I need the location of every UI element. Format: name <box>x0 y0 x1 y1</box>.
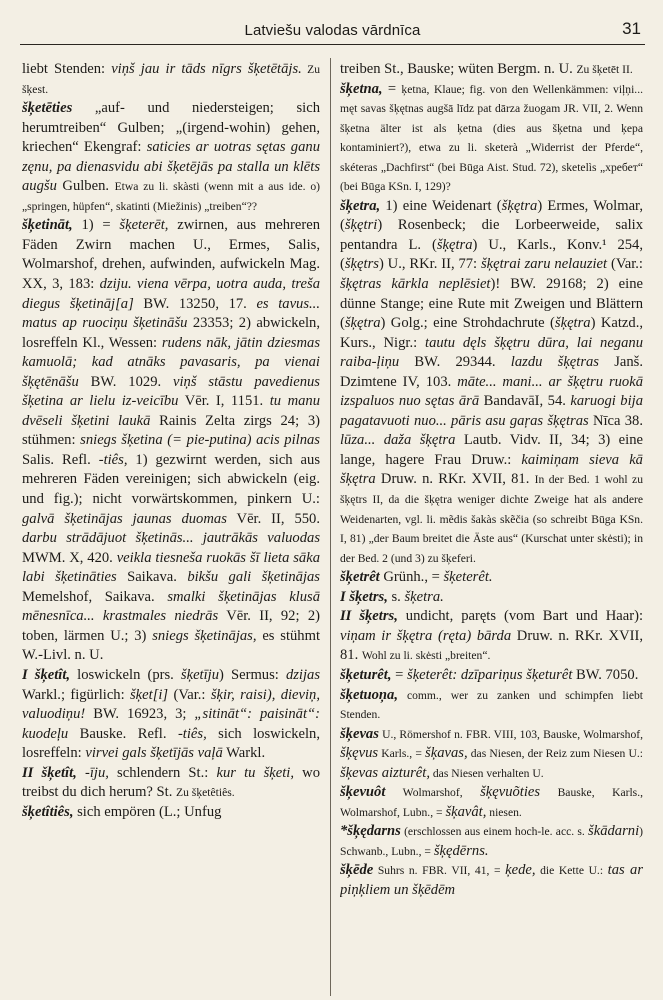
entry-text: Memelshof, Saikava. <box>22 588 168 605</box>
entry-text: BW. 16923, 3; <box>85 706 195 723</box>
entry-text: zwirnen, aus mehreren Fäden Zwirn machen U., Ermes, Salis, Wolmarshof, drehen, aufwinden, aufwickeln Mag. XX, 3, 183: <box>22 217 320 293</box>
entry-text: Vēr. II, 92; 2) toben, lärmen U.; 3) <box>22 608 320 644</box>
entry-example: šķevas aizturêt, <box>340 764 430 781</box>
entry-example: tas ar piņķliem un šķēdēm <box>340 862 643 898</box>
entry-text: BW. 13250, 17. <box>133 295 257 312</box>
entry-headword: II šķetît, <box>22 764 77 781</box>
entry-text: U., Römershof n. FBR. VIII, 103, Bauske, Wolmarshof, <box>378 727 643 741</box>
entry-text: s. <box>387 588 405 605</box>
entry-example: šķetīju <box>180 666 220 683</box>
entry-example: tu manu dvēseli šķetini laukā <box>22 393 320 429</box>
entry-example: tautu dęls šķętru dūra, lai neganu raiba-ļiņu <box>340 334 643 371</box>
entry-example: šķeterēt, <box>119 217 169 234</box>
entry-headword: šķetināt, <box>22 217 73 234</box>
dictionary-entry <box>22 60 320 99</box>
entry-headword: I šķetît, <box>22 666 71 683</box>
entry-example: šķetra. <box>404 588 444 605</box>
entry-text: sich loswickeln, losreffeln: <box>22 725 320 762</box>
entry-text: Zu šķetēt II. <box>576 63 633 76</box>
dictionary-entry <box>340 783 643 822</box>
entry-example: šķętrs <box>344 256 379 273</box>
entry-example: galvā šķetinājas jaunas duomas <box>22 510 227 527</box>
entry-example: viņam ir šķętra (ręta) bārda <box>340 627 512 644</box>
entry-text: Vēr. I, 1151. <box>178 393 270 410</box>
entry-example: šķir, raisi), dieviņ, valuodiņu! <box>22 686 320 723</box>
entry-text: comm., wer zu zanken und schimpfen liebt Stenden. <box>340 688 643 722</box>
entry-text: Karls., = <box>378 747 426 761</box>
entry-text: 23353; 2) abwickeln, losreffeln Kl., Wessen: <box>22 315 320 351</box>
entry-text: Nīca 38. <box>588 412 643 429</box>
entry-text: es stühmt W.-Livl. n. U. <box>22 627 320 664</box>
entry-example: smalki šķetinājas klusā mēnesnīca... krastmales niedrās <box>22 588 320 625</box>
entry-text: Warkl. <box>222 745 266 762</box>
entry-headword: *šķędarns <box>340 823 401 840</box>
entry-example: šķętra <box>554 315 591 332</box>
entry-example: bikšu gali šķetinājas <box>187 569 320 586</box>
entry-text: Suhrs n. FBR. VII, 41, = <box>373 864 506 878</box>
entry-headword: šķetēties <box>22 100 73 117</box>
entry-example: šķętra <box>344 315 381 332</box>
entry-example: dzijas <box>285 666 320 683</box>
entry-text: Zu šķetêtiês. <box>176 786 235 800</box>
entry-text: )! BW. 29168; 2) eine dünne Stange; eine Rute mit Zweigen und Blättern ( <box>340 276 643 332</box>
dictionary-entry <box>340 666 643 686</box>
dictionary-entry <box>340 686 643 725</box>
entry-example: šķęvus <box>340 745 379 762</box>
entry-text: 1) = <box>72 217 120 234</box>
entry-example: šķęvuõties <box>480 784 541 801</box>
entry-example: saticies ar uotras sętas ganu zęnu, pa dienasvidu abi šķetējās pa stallа un klēts augšu <box>22 139 320 195</box>
entry-example: šķavas, <box>425 745 468 762</box>
entry-text: Janš. Dzimtene IV, 103. <box>340 354 643 390</box>
entry-example: sniegs šķetinājas, <box>152 627 257 644</box>
entry-text: das Niesen, der Reiz zum Niesen U.: <box>467 747 643 761</box>
entry-example: šķętra <box>436 236 473 253</box>
entry-text: treiben St., Bauske; wüten Bergm. n. U. <box>340 61 577 77</box>
entry-example: māte... mani... ar šķętru ruokā izspaluos nuo sętas ārā <box>340 373 643 410</box>
entry-text: Wolmarshof, <box>385 786 481 800</box>
entry-text: Zu <box>301 63 320 76</box>
entry-text: das Niesen verhalten U. <box>429 766 544 780</box>
entry-example: lazdu šķętras <box>510 354 599 371</box>
entry-text: wo treibst du dich herum? St. <box>22 764 320 801</box>
entry-text: Druw. n. RKr. XVII, 81. <box>340 627 643 664</box>
entry-example: šķętras kārkla neplēsiet <box>340 276 491 293</box>
entry-text: loswickeln (prs. <box>70 666 181 683</box>
entry-text: die Kette U.: <box>535 864 608 878</box>
entry-text: šķest. <box>22 82 49 96</box>
entry-example: šķeterêt: dzīpariņus šķeturêt <box>407 666 573 683</box>
entry-example: viņš jau ir tāds nīgrs šķetētājs. <box>111 61 302 77</box>
entry-text: ) Ermes, Wolmar, ( <box>340 197 643 234</box>
entry-text: „auf- und niedersteigen; sich herumtreiben“ Gulben; „(irgend-wohin) gehen, kriechen“ Ekengraf: <box>22 100 320 156</box>
entry-text: ) U., Karls., Konv.¹ 254, ( <box>340 236 643 273</box>
entry-example: -tiês, <box>98 451 128 468</box>
entry-text: = <box>391 666 408 683</box>
entry-text: undicht, paręts (vom Bart und Haar): <box>397 608 643 625</box>
dictionary-entry <box>22 666 320 764</box>
entry-text: ) Golg.; eine Strohdachrute ( <box>380 315 555 332</box>
entry-text: (erschlossen aus einem hoch-le. acc. s. <box>400 825 589 839</box>
entry-headword: šķetîtiês, <box>22 803 74 820</box>
entry-example: -īju, <box>84 764 109 781</box>
column-divider <box>330 58 331 996</box>
dictionary-entry <box>340 588 643 608</box>
entry-text: Rainis Zelta zirgs 24; 3) stühmen: <box>22 412 320 449</box>
entry-text: ) Sermus: <box>219 666 286 683</box>
entry-headword: šķeturêt, <box>340 666 392 683</box>
entry-text: 1) gezwirnt werden, sich aus mehreren Fäden vereinigen; sich abwickeln (eig. und fig.); nicht vorwärtskommen, pinkern U.: <box>22 451 320 508</box>
entry-example: sniegs šķetina (= pie-putina) acis pilnas <box>80 432 320 449</box>
entry-headword: šķetra, <box>340 197 381 214</box>
entry-text: 1) eine Weidenart ( <box>380 197 502 214</box>
dictionary-entry <box>340 197 643 568</box>
entry-text: Warkl.; figürlich: <box>22 686 130 703</box>
entry-headword: šķetuoņa, <box>340 686 398 703</box>
entry-text: Wohl zu li. skėsti „breiten“. <box>361 649 491 663</box>
entry-text: Lautb. Vidv. II, 34; 3) eine lange, hagere Frau Druw.: <box>340 432 643 468</box>
entry-text: BW. 7050. <box>572 666 639 683</box>
entry-text: schlendern St.: <box>108 764 217 781</box>
dictionary-entry <box>22 764 320 803</box>
entry-text: sich empören (L.; Unfug <box>73 803 222 820</box>
entry-example: viņš stāstu pavedienus šķetina ar lielu iz-veicību <box>22 373 320 410</box>
entry-text: ) U., RKr. II, 77: <box>378 256 481 273</box>
entry-text: = <box>382 80 402 97</box>
entry-example: šķet[i] <box>130 686 169 703</box>
dictionary-entry <box>340 822 643 861</box>
entry-example: darbu strādājuot šķetinās... jautrākās valuodas <box>22 530 320 547</box>
dictionary-entry <box>22 803 320 823</box>
entry-text: ķetna, Klaue; fig. von den Wellenkämmen: viļņi... męt savas šķętnas augšā līdz pat dārza žuogam JR. VII, 2. Wenn šķetna älter ist als ķetna (dies aus šķetna und ķepa kontaminiert?), etwa zu li. sketerà „Widerrist der Pferde“, skéteras „Dachfirst“ (bei Būga Aist. Stud. 72), sketelìs „хребет“ (bei Būga KSn. I, 129)? <box>340 82 643 194</box>
entry-example: kur tu šķeti, <box>216 764 294 781</box>
entry-text: Gulben. <box>56 178 115 195</box>
entry-example: karuogi bija pagatavuoti nuo... pāris asu gaŗas šķętras <box>340 393 643 429</box>
entry-text <box>77 765 85 781</box>
entry-text: BW. 1029. <box>78 373 174 390</box>
entry-text: Etwa zu li. skàsti (wenn mit a aus ide. o) „springen, hüpfen“, skatinti (Miežinis) „treiben“?? <box>22 180 320 213</box>
entry-example: kaimiņam sieva kā šķętra <box>340 451 643 488</box>
left-column <box>22 60 320 995</box>
dictionary-entry <box>340 568 643 588</box>
entry-example: šķavât, <box>445 803 487 820</box>
entry-text: Vēr. II, 550. <box>226 510 320 527</box>
page-number: 31 <box>622 19 641 38</box>
entry-headword: šķetna, <box>340 80 383 97</box>
entry-example: šķędērns. <box>433 842 489 859</box>
entry-headword: II šķetrs, <box>340 608 398 625</box>
entry-text: Druw. n. RKr. XVII, 81. <box>375 471 535 488</box>
entry-text: MWM. X, 420. <box>22 549 117 566</box>
dictionary-entry <box>340 80 643 197</box>
entry-example: šķętrai zaru nelauziet <box>480 256 608 273</box>
entry-example: ķede, <box>505 862 536 879</box>
running-head <box>20 18 645 45</box>
entry-example: es tavus... matus ap ruociņu šķetināšu <box>22 295 320 332</box>
entry-text: Saikava. <box>116 569 188 586</box>
entry-headword: šķevuôt <box>340 784 386 801</box>
dictionary-entry <box>22 99 320 216</box>
entry-example: škādarni <box>588 823 640 840</box>
entry-example: lūza... daža šķętra <box>340 432 456 449</box>
entry-text: Bauske, Karls., Wolmarshof, Lubn., = <box>340 786 643 819</box>
entry-text: Salis. Refl. <box>22 451 99 468</box>
dictionary-entry <box>340 607 643 666</box>
entry-example: veikla tiesneša ruokās šī lieta sāka labi šķetināties <box>22 549 320 586</box>
dictionary-entry <box>340 60 643 80</box>
entry-text: (Var.: <box>607 256 643 273</box>
entry-headword: šķēde <box>340 862 374 879</box>
entry-text: In der Bed. 1 wohl zu šķętrs II, da die šķętra weniger dichte Zweige hat als andere Weidenarten, vgl. li. mẽdis šakàs skẽčia (so schreibt Būga KSn. I, 81) „der Baum breitet die Äste aus“ (Kurschat unter skėsti); in der Bed. 2 (und 3) zu šķeferi. <box>340 473 643 565</box>
entry-text: ) Schwanb., Lubn., = <box>340 825 643 858</box>
entry-example: rudens nāk, jātin dziesmas kamuolā; kad atnāks pavasaris, pa vienai šķętēnāšu <box>22 334 320 390</box>
right-column <box>340 60 643 995</box>
entry-text: Grünh., = <box>379 569 444 586</box>
entry-example: virvei gals šķetījās vaļā <box>85 745 223 762</box>
entry-headword: šķetrêt <box>340 569 380 586</box>
dictionary-entry <box>340 725 643 784</box>
running-title: Latviešu valodas vārdnīca <box>244 22 421 39</box>
entry-text: niesen. <box>486 805 522 819</box>
entry-text: BW. 29344. <box>399 354 511 371</box>
entry-example: šķeterêt. <box>443 569 493 586</box>
entry-example: dziju. viena vērpa, uotra auda, treša diegus šķetināj[a] <box>22 276 320 312</box>
entry-text: ) Rosenbeck; die Lorbeerweide, salix pentandra L. ( <box>340 217 643 253</box>
entry-headword: šķevas <box>340 725 379 742</box>
entry-text: ) Katzd., Kurs., Nigr.: <box>340 315 643 351</box>
entry-text: (Var.: <box>168 686 211 703</box>
entry-text: BandavāI, 54. <box>479 393 571 410</box>
entry-text: liebt Stenden: <box>22 61 112 77</box>
dictionary-entry <box>22 216 320 666</box>
entry-text: Bauske. Refl. <box>68 725 178 742</box>
entry-example: „sitināt“: paisināt“: kuodeļu <box>22 706 320 742</box>
dictionary-entry <box>340 861 643 900</box>
entry-example: šķętra <box>501 197 538 214</box>
entry-headword: I šķetrs, <box>340 588 388 605</box>
entry-example: šķętri <box>344 217 378 234</box>
entry-example: -tiês, <box>177 725 207 742</box>
